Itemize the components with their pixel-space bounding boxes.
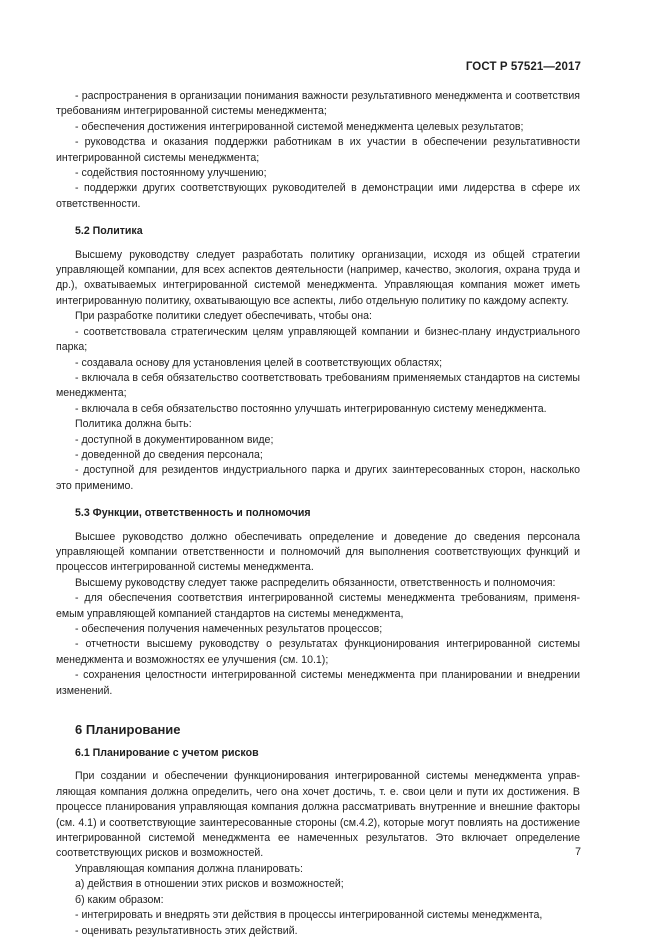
intro-bullet: - содействия постоянному улучшению; bbox=[75, 167, 267, 180]
policy-bullet: - включала в себя обязательство постоянно улучшать интегрированную систему менеджмента. bbox=[75, 402, 547, 415]
responsibility-bullet: - обеспечения получения намеченных результатов процессов; bbox=[75, 623, 383, 635]
planning-item-a: а) действия в отношении этих рисков и возможностей; bbox=[75, 878, 344, 891]
intro-bullet: - поддержки других соответствующих руководителей в демонстрации ими лидерства в сфере их ответственности. bbox=[56, 182, 580, 210]
policy-availability-bullet: - доступной для резидентов индустриального парка и других заинтересованных сторон, насколько это применимо. bbox=[56, 464, 580, 492]
section-5-3-paragraph: Высшему руководству следует также распределить обязанности, ответственность и полномочия: bbox=[75, 576, 556, 589]
policy-bullet: - соответствовала стратегическим целям управляющей компании и бизнес-плану индустриального парка; bbox=[56, 325, 580, 354]
section-5-2-paragraph: При разработке политики следует обеспечивать, чтобы она: bbox=[75, 310, 372, 323]
section-6-1-paragraph: Управляющая компания должна планировать: bbox=[75, 862, 303, 875]
policy-availability-bullet: - доступной в документированном виде; bbox=[75, 433, 274, 446]
section-5-2-paragraph: Высшему руководству следует разработать политику организации, исходя из общей стратегии управляющей компании, для всех аспектов деятельности (например, качество, экология, охрана труда и др.), охватываемых интегрированной системой менеджмента. Управляющая компания может иметь интегрированную политику, охватывающую все аспекты, либо отдельную политику по каждому аспекту. bbox=[56, 248, 580, 307]
responsibility-bullet: - сохранения целостности интегрированной системы менеджмента при планировании и внедрении изменений. bbox=[56, 669, 580, 697]
planning-item-b: б) каким образом: bbox=[75, 893, 164, 906]
planning-bullet: - интегрировать и внедрять эти действия в процессы интегрированной системы менеджмента, bbox=[75, 909, 543, 922]
intro-bullet: - обеспечения достижения интегрированной системой менеджмента целевых результатов; bbox=[75, 120, 524, 133]
page-content bbox=[56, 89, 580, 939]
document-id-header: ГОСТ Р 57521—2017 bbox=[465, 61, 581, 73]
intro-bullet: - руководства и оказания поддержки работникам в их участии в обеспечении результативности интегрированной системы менеджмента; bbox=[56, 136, 580, 164]
section-6-1-heading: 6.1 Планирование с учетом рисков bbox=[75, 747, 259, 760]
page-number: 7 bbox=[575, 846, 581, 858]
section-5-3-paragraph: Высшее руководство должно обеспечивать определение и доведение до сведения персонала управляющей компании ответственности и полномочий для выполнения соответствующих функций и процессов интегрированной системы менеджмента. bbox=[56, 530, 580, 574]
intro-bullet: - распространения в организации понимания важности результативного менеджмента и соответствия требованиям интегрированной системы менеджмента; bbox=[56, 90, 580, 118]
responsibility-bullet: - отчетности высшему руководству о результатах функционирования интегрированной системы менеджмента и возможностях ее улучшения (см. 10.1); bbox=[56, 638, 580, 666]
policy-availability-bullet: - доведенной до сведения персонала; bbox=[75, 448, 263, 461]
policy-bullet: - включала в себя обязательство соответствовать требованиям применяемых стандартов на системы менеджмента; bbox=[56, 371, 580, 400]
section-5-2-heading: 5.2 Политика bbox=[75, 225, 143, 238]
policy-bullet: - создавала основу для установления целей в соответствующих областях; bbox=[75, 356, 443, 369]
section-6-1-paragraph: При создании и обеспечении функционирования интегрированной системы менеджмента управляющая компания должна определить, чего она хочет достичь, т. е. свои цели и пути их достижения. В процессе планирования управляющая компания должна рассматривать внутренние и внешние факторы (см. 4.1) и соответствующие заинтересованные стороны (см.4.2), которые могут повлиять на достижение интегрированной системой менеджмента ее намеченных результатов. Это включает определение соответствующих рисков и возможностей. bbox=[56, 770, 580, 860]
section-5-2-paragraph: Политика должна быть: bbox=[75, 418, 192, 431]
responsibility-bullet: - для обеспечения соответствия интегрированной системы менеджмента требованиям, применяемым управляющей компанией стандартов на системы менеджмента, bbox=[56, 592, 580, 620]
section-6-heading: 6 Планирование bbox=[75, 722, 181, 738]
planning-bullet: - оценивать результативность этих действий. bbox=[75, 924, 298, 937]
section-5-3-heading: 5.3 Функции, ответственность и полномочия bbox=[75, 507, 311, 520]
